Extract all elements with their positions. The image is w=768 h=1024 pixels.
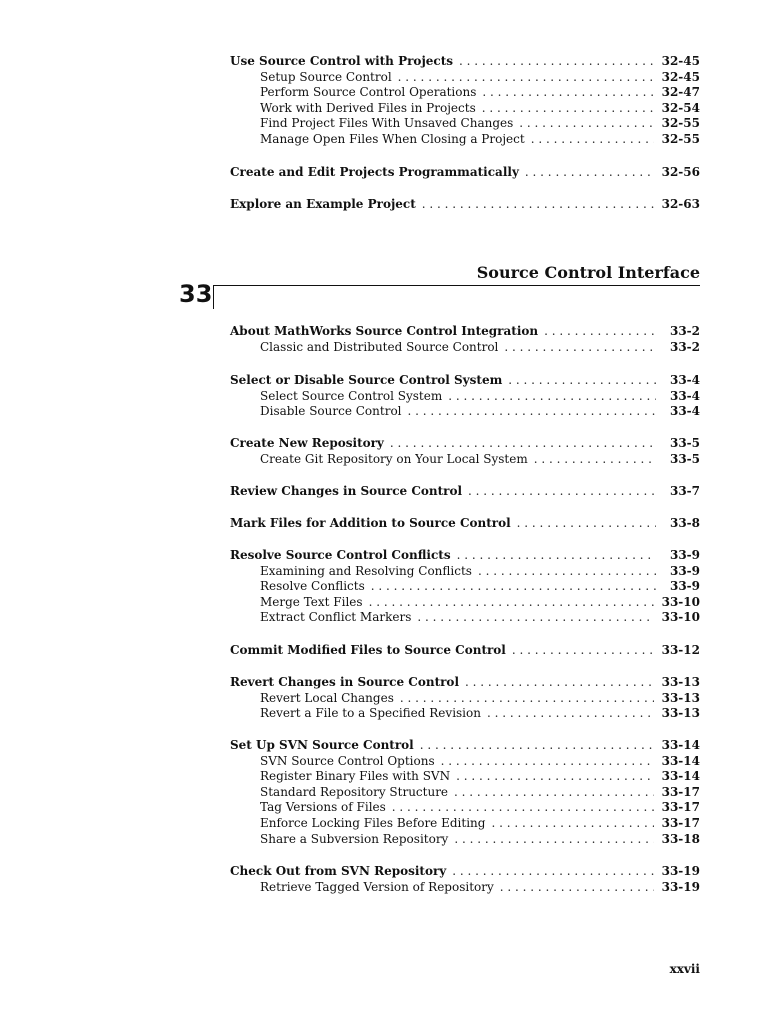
toc-entry[interactable] — [230, 373, 700, 389]
toc-entry-page: 33-2 — [669, 324, 700, 338]
dot-leader — [482, 101, 654, 117]
toc-subentry-page: 33-17 — [661, 784, 700, 799]
toc-entry-page: 32-63 — [661, 197, 700, 211]
chapter-rule — [213, 285, 700, 286]
toc-entry-title: About MathWorks Source Control Integration — [230, 324, 539, 338]
dot-leader — [504, 340, 656, 356]
toc-subentry[interactable] — [230, 880, 700, 896]
dot-leader — [482, 85, 653, 101]
toc-section — [230, 197, 700, 213]
toc-subentry-title: Merge Text Files — [260, 594, 363, 609]
toc-entry-page: 33-13 — [661, 675, 700, 689]
toc-subentry[interactable] — [230, 85, 700, 101]
toc-entry[interactable] — [230, 165, 700, 181]
toc-entry-title: Resolve Source Control Conflicts — [230, 548, 451, 562]
toc-subentry-title: Enforce Locking Files Before Editing — [260, 815, 486, 830]
toc-subentry[interactable] — [230, 706, 700, 722]
dot-leader — [487, 706, 654, 722]
toc-entry[interactable] — [230, 738, 700, 754]
dot-leader — [398, 70, 654, 86]
toc-entry-title: Set Up SVN Source Control — [230, 738, 414, 752]
toc-entry-page: 33-12 — [661, 643, 700, 657]
toc-subentry-title: Retrieve Tagged Version of Repository — [260, 879, 494, 894]
toc-section — [230, 738, 700, 847]
toc-subentry-title: Perform Source Control Operations — [260, 85, 477, 100]
toc-entry-title: Use Source Control with Projects — [230, 54, 454, 68]
dot-leader — [454, 832, 653, 848]
dot-leader — [512, 643, 654, 659]
dot-leader — [454, 785, 654, 801]
toc-subentry-page: 33-4 — [669, 388, 700, 403]
toc-subentry-title: Setup Source Control — [260, 69, 392, 84]
toc-subentry-title: Register Binary Files with SVN — [260, 769, 451, 784]
toc-subentry-title: Share a Subversion Repository — [260, 831, 449, 846]
toc-section — [230, 548, 700, 626]
toc-subentry-page: 33-10 — [661, 610, 700, 625]
toc-entry[interactable] — [230, 864, 700, 880]
dot-leader — [465, 675, 654, 691]
dot-leader — [441, 754, 654, 770]
toc-section — [230, 864, 700, 895]
toc-entry-title: Commit Modified Files to Source Control — [230, 643, 506, 657]
toc-entry-title: Create New Repository — [230, 436, 384, 450]
toc-entry-page: 33-5 — [669, 436, 700, 450]
toc-subentry-page: 33-9 — [669, 563, 700, 578]
page-number: xxvii — [669, 962, 700, 976]
toc-subentry[interactable] — [230, 452, 700, 468]
dot-leader — [408, 404, 656, 420]
toc-subentry[interactable] — [230, 564, 700, 580]
toc-subentry-page: 32-54 — [661, 100, 700, 115]
toc-entry[interactable] — [230, 197, 700, 213]
toc-subentry[interactable] — [230, 769, 700, 785]
toc-subentry-page: 33-2 — [669, 339, 700, 354]
dot-leader — [491, 816, 653, 832]
toc-subentry-page: 33-17 — [661, 815, 700, 830]
toc-subentry-title: Work with Derived Files in Projects — [260, 100, 476, 115]
toc-subentry-page: 33-10 — [661, 594, 700, 609]
toc-entry[interactable] — [230, 484, 700, 500]
toc-section — [230, 484, 700, 500]
toc-subentry[interactable] — [230, 340, 700, 356]
toc-subentry[interactable] — [230, 754, 700, 770]
dot-leader — [422, 197, 654, 213]
toc-subentry[interactable] — [230, 595, 700, 611]
toc-subentry[interactable] — [230, 579, 700, 595]
toc-entry-page: 32-56 — [661, 165, 700, 179]
toc-entry-title: Select or Disable Source Control System — [230, 373, 503, 387]
dot-leader — [371, 579, 656, 595]
toc-subentry-title: SVN Source Control Options — [260, 753, 435, 768]
toc-subentry[interactable] — [230, 785, 700, 801]
toc-subentry[interactable] — [230, 832, 700, 848]
toc-subentry[interactable] — [230, 610, 700, 626]
toc-section — [230, 373, 700, 420]
chapter-title: Source Control Interface — [476, 263, 700, 282]
dot-leader — [508, 373, 656, 389]
toc-subentry-page: 33-14 — [661, 753, 700, 768]
dot-leader — [400, 691, 654, 707]
dot-leader — [478, 564, 656, 580]
dot-leader — [525, 165, 654, 181]
toc-subentry[interactable] — [230, 101, 700, 117]
toc-subentry-title: Resolve Conflicts — [260, 579, 365, 594]
dot-leader — [390, 436, 656, 452]
toc-subentry-title: Revert Local Changes — [260, 690, 394, 705]
toc-subentry-title: Create Git Repository on Your Local System — [260, 451, 528, 466]
toc-subentry[interactable] — [230, 116, 700, 132]
dot-leader — [517, 516, 656, 532]
toc-subentry-page: 33-13 — [661, 706, 700, 721]
toc-entry[interactable] — [230, 675, 700, 691]
dot-leader — [459, 54, 654, 70]
chapter-number: 33 — [179, 280, 213, 308]
toc-subentry-title: Revert a File to a Specified Revision — [260, 706, 481, 721]
toc-subentry-title: Find Project Files With Unsaved Changes — [260, 116, 514, 131]
toc-section — [230, 516, 700, 532]
toc-subentry-title: Extract Conflict Markers — [260, 610, 412, 625]
dot-leader — [417, 610, 653, 626]
toc-entry-page: 33-4 — [669, 373, 700, 387]
dot-leader — [452, 864, 653, 880]
dot-leader — [448, 389, 656, 405]
toc-entry-page: 33-19 — [661, 864, 700, 878]
dot-leader — [392, 800, 654, 816]
toc-section — [230, 643, 700, 659]
toc-subentry[interactable] — [230, 816, 700, 832]
dot-leader — [534, 452, 656, 468]
toc-section — [230, 324, 700, 355]
toc-subentry-title: Select Source Control System — [260, 388, 443, 403]
toc-entry[interactable] — [230, 324, 700, 340]
toc-section — [230, 165, 700, 181]
toc-entry-page: 32-45 — [661, 54, 700, 68]
toc-subentry-page: 33-19 — [661, 879, 700, 894]
toc-entry-title: Mark Files for Addition to Source Control — [230, 516, 511, 530]
toc-subentry-page: 33-13 — [661, 690, 700, 705]
dot-leader — [500, 880, 654, 896]
toc-entry-title: Review Changes in Source Control — [230, 484, 463, 498]
dot-leader — [420, 738, 654, 754]
toc-entry[interactable] — [230, 516, 700, 532]
toc-subentry[interactable] — [230, 389, 700, 405]
toc-entry-page: 33-7 — [669, 484, 700, 498]
toc-section — [230, 436, 700, 467]
toc-subentry-page: 33-18 — [661, 831, 700, 846]
toc-section — [230, 675, 700, 722]
toc-subentry-page: 33-4 — [669, 404, 700, 419]
toc-entry-title: Create and Edit Projects Programmatically — [230, 165, 519, 179]
toc-entry-page: 33-14 — [661, 738, 700, 752]
toc-subentry[interactable] — [230, 132, 700, 148]
toc-subentry-page: 32-47 — [661, 85, 700, 100]
toc-section — [230, 54, 700, 148]
toc-entry-page: 33-8 — [669, 516, 700, 530]
toc-subentry-title: Disable Source Control — [260, 404, 402, 419]
dot-leader — [369, 595, 654, 611]
toc-subentry[interactable] — [230, 800, 700, 816]
toc-subentry-title: Manage Open Files When Closing a Project — [260, 131, 525, 146]
toc-subentry[interactable] — [230, 691, 700, 707]
toc-subentry-title: Standard Repository Structure — [260, 784, 449, 799]
dot-leader — [531, 132, 654, 148]
toc-subentry[interactable] — [230, 404, 700, 420]
toc-subentry-title: Examining and Resolving Conflicts — [260, 563, 472, 578]
toc-entry-page: 33-9 — [669, 548, 700, 562]
toc-entry-title: Check Out from SVN Repository — [230, 864, 447, 878]
dot-leader — [456, 769, 654, 785]
dot-leader — [468, 484, 656, 500]
toc-entry-title: Explore an Example Project — [230, 197, 416, 211]
dot-leader — [519, 116, 653, 132]
toc-subentry-page: 32-55 — [661, 131, 700, 146]
toc-subentry-page: 32-45 — [661, 69, 700, 84]
toc-subentry-page: 32-55 — [661, 116, 700, 131]
toc-entry-title: Revert Changes in Source Control — [230, 675, 459, 689]
toc-subentry[interactable] — [230, 70, 700, 86]
toc-subentry-title: Tag Versions of Files — [260, 800, 386, 815]
chapter-rule-tick — [213, 285, 214, 309]
toc-subentry-page: 33-17 — [661, 800, 700, 815]
toc-subentry-title: Classic and Distributed Source Control — [260, 339, 499, 354]
toc-subentry-page: 33-14 — [661, 769, 700, 784]
toc-entry[interactable] — [230, 643, 700, 659]
dot-leader — [457, 548, 656, 564]
toc-subentry-page: 33-5 — [669, 451, 700, 466]
toc-entry[interactable] — [230, 548, 700, 564]
dot-leader — [544, 324, 656, 340]
toc-subentry-page: 33-9 — [669, 579, 700, 594]
toc-entry[interactable] — [230, 436, 700, 452]
toc-entry[interactable] — [230, 54, 700, 70]
